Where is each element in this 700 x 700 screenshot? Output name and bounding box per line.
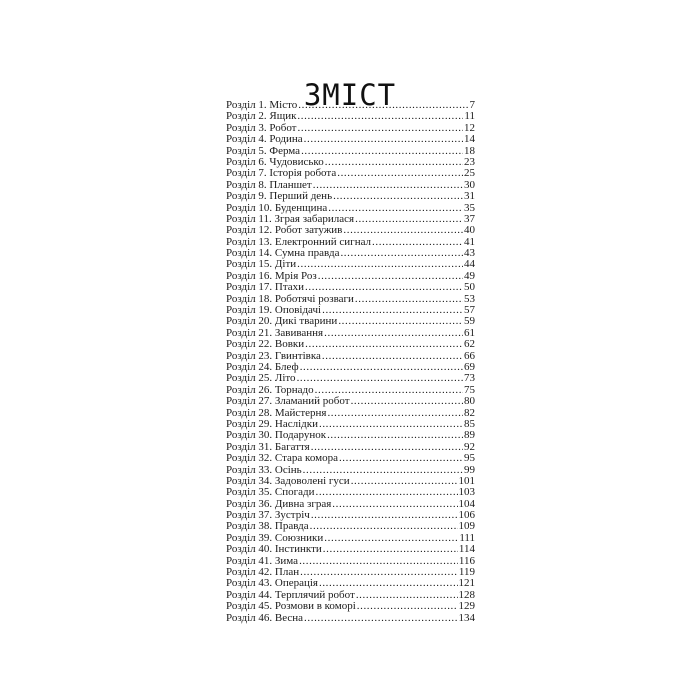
dot-leader — [324, 328, 463, 339]
toc-entry-label: Розділ 35. Спогади — [226, 486, 315, 499]
toc-entry-label: Розділ 18. Роботячі розваги — [226, 292, 354, 305]
toc-entry-page-number: 134 — [458, 611, 475, 624]
toc-entry-page-number: 30 — [464, 178, 475, 191]
toc-entry-label: Розділ 23. Гвинтівка — [226, 349, 321, 362]
dot-leader — [304, 134, 463, 145]
toc-entry-page-number: 101 — [458, 474, 475, 487]
toc-entry-label: Розділ 13. Електронний сигнал — [226, 235, 372, 248]
toc-entry-page-number: 23 — [464, 155, 475, 168]
toc-entry — [226, 134, 475, 145]
toc-entry-label: Розділ 29. Наслідки — [226, 417, 318, 430]
toc-entry-page-number: 18 — [464, 144, 475, 157]
toc-entry-page-number: 109 — [458, 520, 475, 533]
dot-leader — [319, 419, 463, 430]
toc-entry-label: Розділ 34. Задоволені гуси — [226, 474, 350, 487]
toc-entry-label: Розділ 31. Багаття — [226, 440, 310, 453]
toc-entry-page-number: 89 — [464, 429, 475, 442]
dot-leader — [356, 590, 458, 601]
toc-entry-page-number: 119 — [458, 566, 475, 579]
toc-entry-page-number: 104 — [458, 497, 475, 510]
dot-leader — [299, 556, 458, 567]
dot-leader — [298, 123, 464, 134]
toc-entry-label: Розділ 44. Терплячий робот — [226, 588, 355, 601]
dot-leader — [338, 316, 463, 327]
toc-entry-label: Розділ 37. Зустріч — [226, 509, 310, 522]
toc-entry-page-number: 129 — [458, 600, 475, 613]
table-of-contents — [226, 100, 475, 624]
dot-leader — [322, 305, 463, 316]
toc-entry-page-number: 99 — [464, 463, 475, 476]
dot-leader — [323, 544, 458, 555]
dot-leader — [300, 567, 458, 578]
dot-leader — [301, 146, 463, 157]
dot-leader — [333, 191, 463, 202]
toc-entry-page-number: 31 — [464, 190, 475, 203]
toc-entry-label: Розділ 33. Осінь — [226, 463, 302, 476]
toc-entry-label: Розділ 22. Вовки — [226, 338, 305, 351]
toc-entry-label: Розділ 43. Операція — [226, 577, 318, 590]
toc-entry — [226, 544, 475, 555]
toc-entry-label: Розділ 46. Весна — [226, 611, 304, 624]
toc-entry — [226, 225, 475, 236]
toc-entry-page-number: 80 — [464, 395, 475, 408]
toc-entry-label: Розділ 21. Завивання — [226, 326, 324, 339]
dot-leader — [304, 613, 457, 624]
toc-entry-label: Розділ 3. Робот — [226, 121, 297, 134]
toc-entry-page-number: 59 — [464, 315, 475, 328]
toc-entry-page-number: 73 — [464, 372, 475, 385]
toc-entry-page-number: 116 — [458, 554, 475, 567]
toc-entry-label: Розділ 41. Зима — [226, 554, 299, 567]
toc-entry-label: Розділ 7. Історія робота — [226, 167, 337, 180]
dot-leader — [327, 408, 463, 419]
dot-leader — [300, 362, 463, 373]
toc-entry — [226, 339, 475, 350]
dot-leader — [324, 533, 458, 544]
toc-entry-label: Розділ 28. Майстерня — [226, 406, 327, 419]
toc-entry-label: Розділ 39. Союзники — [226, 531, 324, 544]
toc-entry-label: Розділ 2. Ящик — [226, 110, 297, 123]
toc-entry-label: Розділ 19. Оповідачі — [226, 304, 322, 317]
toc-entry-label: Розділ 25. Літо — [226, 372, 296, 385]
toc-entry-page-number: 40 — [464, 224, 475, 237]
toc-entry-label: Розділ 40. Інстинкти — [226, 543, 322, 556]
toc-entry-page-number: 66 — [464, 349, 475, 362]
toc-entry-label: Розділ 32. Стара комора — [226, 452, 338, 465]
toc-entry-page-number: 37 — [464, 212, 475, 225]
toc-entry-label: Розділ 45. Розмови в коморі — [226, 600, 356, 613]
toc-entry-page-number: 41 — [464, 235, 475, 248]
toc-entry-page-number: 44 — [464, 258, 475, 271]
dot-leader — [357, 601, 458, 612]
dot-leader — [315, 487, 457, 498]
dot-leader — [343, 225, 463, 236]
toc-entry — [226, 191, 475, 202]
toc-entry-page-number: 128 — [458, 588, 475, 601]
toc-entry-page-number: 14 — [464, 133, 475, 146]
toc-entry-label: Розділ 42. План — [226, 566, 300, 579]
page-title: ЗМІСТ — [303, 78, 397, 113]
dot-leader — [332, 499, 457, 510]
dot-leader — [313, 180, 463, 191]
toc-entry-label: Розділ 24. Блеф — [226, 360, 299, 373]
dot-leader — [355, 294, 463, 305]
dot-leader — [327, 430, 463, 441]
toc-entry-page-number: 62 — [464, 338, 475, 351]
toc-entry-label: Розділ 14. Сумна правда — [226, 247, 340, 260]
toc-entry-label: Розділ 9. Перший день — [226, 190, 333, 203]
toc-entry-page-number: 61 — [464, 326, 475, 339]
toc-entry-label: Розділ 27. Зламаний робот — [226, 395, 350, 408]
dot-leader — [311, 510, 458, 521]
toc-entry — [226, 601, 475, 612]
toc-entry — [226, 613, 475, 624]
dot-leader — [318, 271, 463, 282]
toc-entry — [226, 453, 475, 464]
dot-leader — [297, 111, 463, 122]
toc-entry-label: Розділ 6. Чудовисько — [226, 155, 324, 168]
toc-entry-page-number: 106 — [458, 509, 475, 522]
toc-entry-label: Розділ 4. Родина — [226, 133, 303, 146]
toc-entry — [226, 396, 475, 407]
toc-entry-label: Розділ 38. Правда — [226, 520, 309, 533]
toc-entry-page-number: 95 — [464, 452, 475, 465]
dot-leader — [340, 248, 463, 259]
toc-entry-page-number: 50 — [464, 281, 475, 294]
toc-entry-page-number: 69 — [464, 360, 475, 373]
dot-leader — [310, 521, 458, 532]
toc-entry — [226, 430, 475, 441]
toc-entry-label: Розділ 10. Буденщина — [226, 201, 328, 214]
toc-entry-page-number: 49 — [464, 269, 475, 282]
toc-entry-label: Розділ 8. Планшет — [226, 178, 312, 191]
toc-entry-label: Розділ 12. Робот затужив — [226, 224, 343, 237]
toc-entry-page-number: 85 — [464, 417, 475, 430]
dot-leader — [297, 259, 463, 270]
toc-entry-page-number: 111 — [459, 531, 475, 544]
toc-entry-page-number: 121 — [458, 577, 475, 590]
toc-entry-page-number: 11 — [464, 110, 475, 123]
dot-leader — [305, 282, 463, 293]
toc-entry-label: Розділ 26. Торнадо — [226, 383, 314, 396]
toc-entry-page-number: 53 — [464, 292, 475, 305]
toc-entry-page-number: 82 — [464, 406, 475, 419]
toc-entry-page-number: 92 — [464, 440, 475, 453]
dot-leader — [372, 237, 463, 248]
dot-leader — [339, 453, 463, 464]
toc-entry — [226, 487, 475, 498]
toc-entry-page-number: 75 — [464, 383, 475, 396]
toc-entry-label: Розділ 30. Подарунок — [226, 429, 327, 442]
dot-leader — [297, 373, 463, 384]
toc-entry-label: Розділ 20. Дикі тварини — [226, 315, 338, 328]
dot-leader — [337, 168, 463, 179]
toc-entry-label: Розділ 16. Мрія Роз — [226, 269, 317, 282]
toc-entry-page-number: 43 — [464, 247, 475, 260]
dot-leader — [355, 214, 463, 225]
toc-entry-label: Розділ 17. Птахи — [226, 281, 305, 294]
dot-leader — [351, 476, 458, 487]
toc-entry-page-number: 7 — [469, 99, 475, 111]
toc-entry-label: Розділ 15. Діти — [226, 258, 297, 271]
toc-entry — [226, 282, 475, 293]
toc-entry-page-number: 114 — [458, 543, 475, 556]
toc-entry-page-number: 12 — [464, 121, 475, 134]
toc-entry-page-number: 57 — [464, 304, 475, 317]
dot-leader — [351, 396, 463, 407]
toc-entry-label: Розділ 1. Місто — [226, 99, 298, 111]
toc-entry-label: Розділ 5. Ферма — [226, 144, 301, 157]
toc-entry-page-number: 25 — [464, 167, 475, 180]
toc-entry-label: Розділ 36. Дивна зграя — [226, 497, 332, 510]
dot-leader — [298, 100, 468, 111]
dot-leader — [325, 157, 463, 168]
dot-leader — [305, 339, 463, 350]
dot-leader — [322, 351, 463, 362]
toc-entry-label: Розділ 11. Зграя забарилася — [226, 212, 355, 225]
toc-entry-page-number: 35 — [464, 201, 475, 214]
toc-entry-page-number: 103 — [458, 486, 475, 499]
